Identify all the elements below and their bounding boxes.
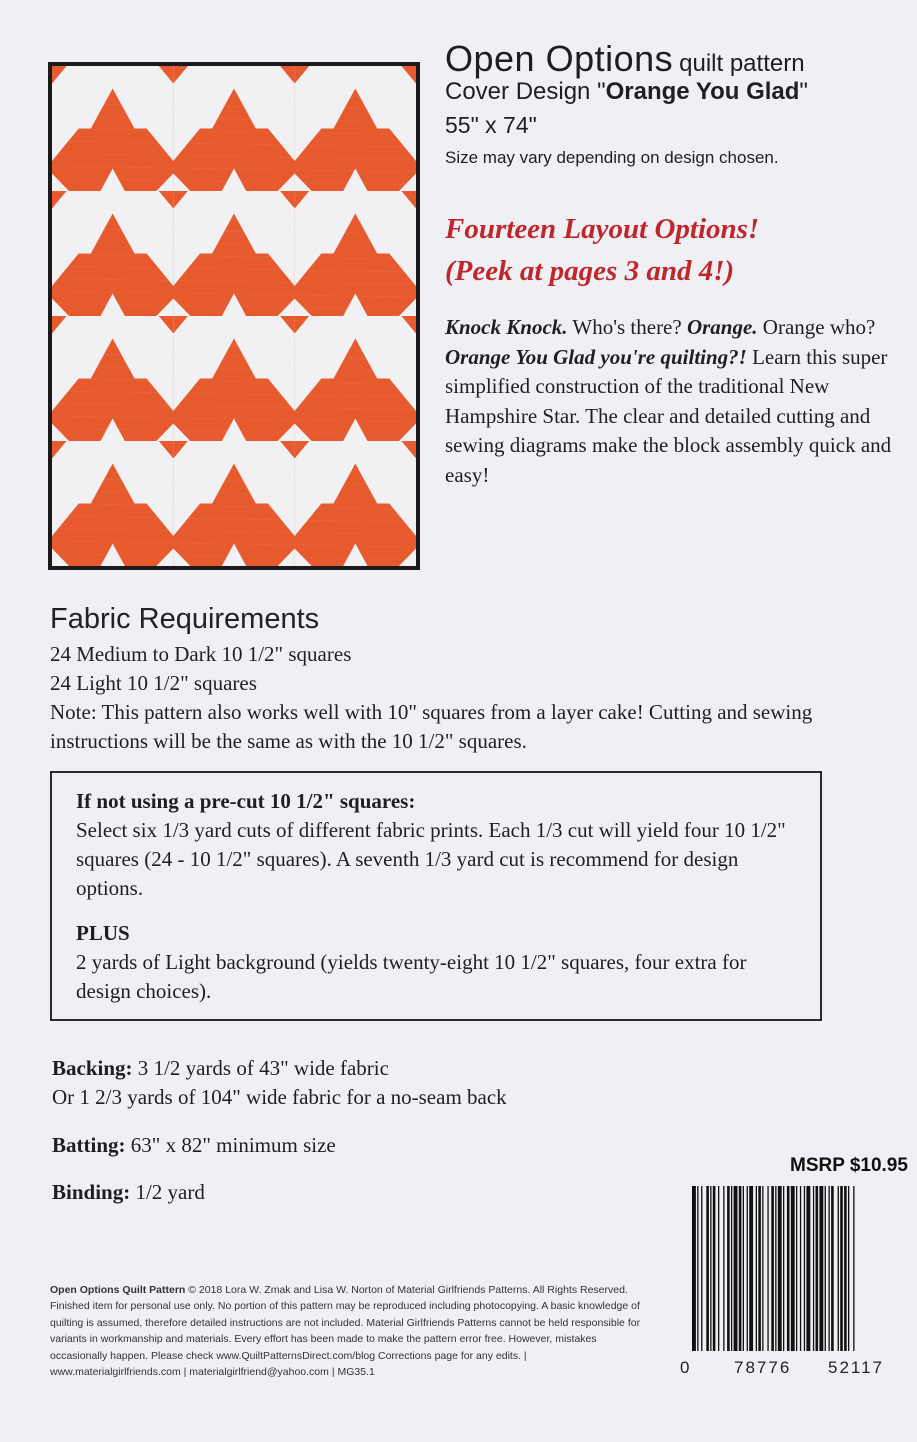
- cover-design-line: [445, 78, 808, 106]
- layout-options-heading: [445, 208, 759, 292]
- intro-body: Learn this super simplified construction of the traditional New Hampshire Star. The clear and detailed cutting and sewing diagrams make the block assembly quick and easy!: [445, 344, 892, 487]
- intro-glad: Orange You Glad you're quilting?!: [445, 344, 747, 369]
- backing-spec: [52, 1054, 507, 1112]
- fabric-requirements-title: Fabric Requirements: [50, 603, 320, 635]
- barcode-lead-digit: 0: [680, 1358, 690, 1377]
- copyright-footer: [50, 1282, 650, 1380]
- barcode-left-digits: 78776: [734, 1358, 792, 1377]
- binding-value: 1/2 yard: [130, 1180, 205, 1204]
- upc-barcode: [676, 1186, 917, 1386]
- fabric-note: Note: This pattern also works well with 10" squares from a layer cake! Cutting and sewing instructions will be the same as with the 10 1/2" squares.: [50, 700, 813, 753]
- batting-spec: [52, 1131, 336, 1160]
- backing-label: Backing:: [52, 1056, 133, 1080]
- intro-whos-there: Who's there?: [567, 315, 687, 339]
- precut-heading: If not using a pre-cut 10 1/2" squares:: [76, 789, 416, 813]
- intro-knock: Knock Knock.: [445, 315, 568, 339]
- batting-label: Batting:: [52, 1133, 126, 1157]
- quilt-photo: [48, 62, 420, 570]
- cover-suffix: ": [799, 78, 808, 105]
- intro-paragraph: [445, 313, 910, 490]
- binding-label: Binding:: [52, 1180, 131, 1204]
- plus-heading: PLUS: [76, 921, 130, 945]
- quilt-pattern-image: [52, 66, 416, 566]
- msrp-price: MSRP $10.95: [790, 1155, 908, 1176]
- title-suffix: quilt pattern: [679, 50, 805, 77]
- plus-body: 2 yards of Light background (yields twenty-eight 10 1/2" squares, four extra for design choices).: [76, 950, 747, 1003]
- intro-orange: Orange.: [686, 315, 758, 339]
- fabric-line-1: 24 Medium to Dark 10 1/2" squares: [50, 642, 352, 666]
- finished-size: 55" x 74": [445, 112, 537, 138]
- cover-design-name: Orange You Glad: [605, 78, 800, 105]
- intro-orange-who: Orange who?: [757, 315, 876, 339]
- fabric-line-2: 24 Light 10 1/2" squares: [50, 671, 257, 695]
- backing-alt: Or 1 2/3 yards of 104" wide fabric for a no-seam back: [52, 1085, 507, 1109]
- cover-prefix: Cover Design ": [445, 78, 606, 105]
- pattern-title: Open Options: [445, 38, 674, 79]
- footer-brand: Open Options Quilt Pattern: [50, 1284, 186, 1296]
- size-note: Size may vary depending on design chosen.: [445, 148, 779, 167]
- precut-box: [50, 771, 822, 1021]
- binding-spec: [52, 1178, 205, 1207]
- barcode-right-digits: 52117: [828, 1358, 885, 1377]
- barcode-bars: [676, 1186, 917, 1356]
- precut-box-content: [76, 787, 806, 1006]
- title-line: [445, 38, 805, 80]
- fabric-requirements-body: [50, 640, 890, 756]
- layout-heading-line-1: Fourteen Layout Options!: [445, 213, 760, 245]
- backing-value: 3 1/2 yards of 43" wide fabric: [132, 1056, 389, 1080]
- footer-text: © 2018 Lora W. Zmak and Lisa W. Norton of Material Girlfriends Patterns. All Rights Reserved. Finished item for personal use only. No portion of this pattern may be reproduced including photocopying. A basic knowledge of quilting is assumed, therefore detailed instructions are not included. Material Girlfriends Patterns cannot be held responsible for variants in workmanship and materials. Every effort has been made to make the pattern error free. However, mistakes occasionally happen. Please check www.QuiltPatternsDirect.com/blog Corrections page for any edits. | www.materialgirlfriends.com | materialgirlfriend@yahoo.com | MG35.1: [50, 1284, 641, 1379]
- precut-body: Select six 1/3 yard cuts of different fabric prints. Each 1/3 cut will yield four 10 1/2" squares (24 - 10 1/2" squares). A seventh 1/3 yard cut is recommend for design options.: [76, 818, 786, 900]
- batting-value: 63" x 82" minimum size: [125, 1133, 336, 1157]
- layout-heading-line-2: (Peek at pages 3 and 4!): [445, 255, 735, 287]
